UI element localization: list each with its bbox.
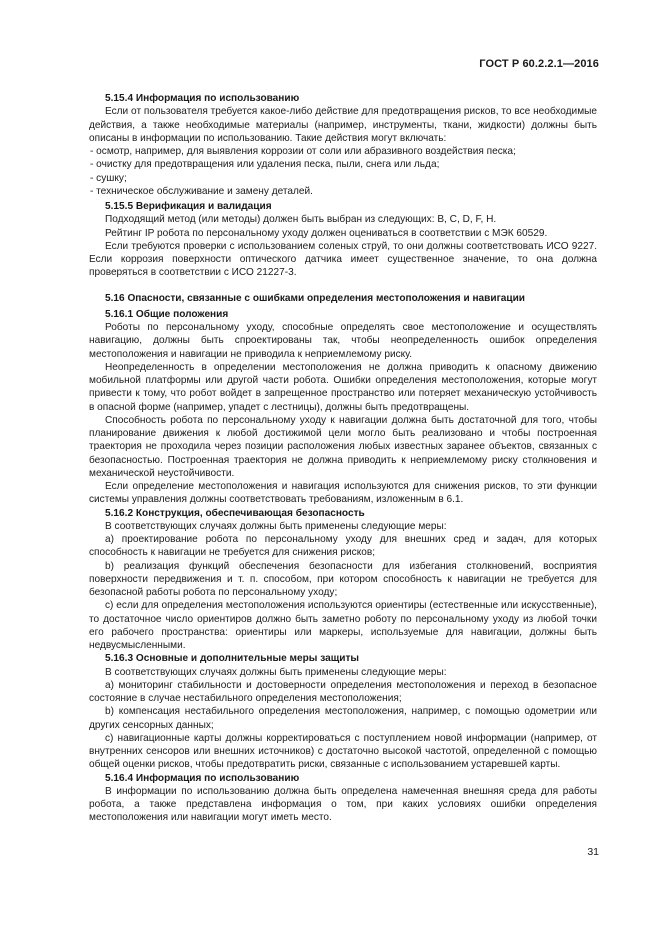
list-item: b) реализация функций обеспечения безопасности для избегания столкновений, восприятия поверхности передвижения и т. п. способом, при котором способность к навигации не требуется для безопасной работы робота по персональному уходу; — [89, 560, 597, 598]
paragraph: В соответствующих случаях должны быть применены следующие меры: — [105, 520, 447, 532]
paragraph: Рейтинг IP робота по персональному уходу должен оцениваться в соответствии с МЭК 60529. — [105, 227, 548, 239]
list-item: - очистку для предотвращения или удаления песка, пыли, снега или льда; — [89, 158, 597, 171]
section-5-15-4-intro: Если от пользователя требуется какое-либо действие для предотвращения рисков, то все необходимые действия, а также необходимые материалы (например, инструменты, ткани, жидкости) должны быть описаны в информации по использованию. Такие действия могут включать: — [89, 106, 597, 144]
paragraph: Если определение местоположения и навигация используются для снижения рисков, то эти функции системы управления должны соответствовать требованиям, изложенным в 6.1. — [89, 481, 597, 506]
document-code: ГОСТ Р 60.2.2.1—2016 — [479, 58, 599, 70]
section-5-15-5-title: 5.15.5 Верификация и валидация — [105, 201, 272, 212]
paragraph: Подходящий метод (или методы) должен быть выбран из следующих: B, C, D, F, H. — [105, 214, 497, 226]
paragraph: Если требуются проверки с использованием соленых струй, то они должны соответствовать ИСО 9227. Если коррозия поверхности оптического датчика имеет существенное значение, то она должна проверяться в соответствии с ИСО 21227-3. — [89, 240, 597, 279]
list-item: b) компенсация нестабильного определения местоположения, например, с помощью одометрии или других сенсорных данных; — [89, 706, 597, 731]
paragraph: Неопределенность в определении местоположения не должна приводить к опасному движению мобильной платформы или другой части робота. Ошибки определения местоположения, которые могут привести к тому, что робот войдет в запрещенное пространство или потеряет механическую устойчивость в опасной форме (например, упадет с лестницы), должны быть предотвращены. — [89, 361, 597, 413]
list-item: с) если для определения местоположения используются ориентиры (естественные или искусственные), то достаточное число ориентиров должно быть заметно роботу по персональному уходу из любой точки его рабочего пространства: ориентиры или маркеры, используемые для навигации, должны быть недвусмысленными. — [89, 600, 597, 651]
section-5-16-3-title: 5.16.3 Основные и дополнительные меры защиты — [105, 653, 360, 665]
list-item: с) навигационные карты должны корректироваться с поступлением новой информации (например, от внутренних сенсоров или внешних источников) с достаточно высокой частотой, определенной с помощью общей оценки рисков, чтобы предотвратить риски, связанные с использованием устаревшей карты. — [89, 732, 597, 771]
actions-list — [89, 145, 597, 198]
list-item: а) мониторинг стабильности и достоверности определения местоположения и переход в безопасное состояние в случае нестабильного определения местоположения; — [89, 679, 597, 704]
section-5-16-4-title: 5.16.4 Информация по использованию — [105, 772, 300, 784]
paragraph: Роботы по персональному уходу, способные определять свое местоположение и осуществлять навигацию, должны быть спроектированы так, чтобы неопределенность ошибок определения местоположения и навигации не приводила к неприемлемому риску. — [89, 322, 597, 360]
paragraph: Способность робота по персональному уходу к навигации должна быть достаточной для того, чтобы планирование движения к любой достижимой цели могло быть реализовано и чтобы построенная траектория не проходила через позиции расположения любых известных заранее объектов, связанных с безопасностью. Построенная траектория не должна приводить к неприемлемому риску столкновения и механической неустойчивости. — [89, 414, 597, 479]
paragraph: В информации по использованию должна быть определена намеченная внешняя среда для работы робота, а также представлена информация о том, при каких условиях ошибки определения местоположения или навигации могут иметь место. — [89, 785, 597, 824]
section-5-16-1-title: 5.16.1 Общие положения — [105, 308, 229, 320]
section-5-16-2-title: 5.16.2 Конструкция, обеспечивающая безопасность — [105, 507, 365, 519]
list-item: - сушку; — [89, 172, 597, 185]
section-5-15-4-title: 5.15.4 Информация по использованию — [105, 93, 300, 104]
list-item: - техническое обслуживание и замену деталей. — [89, 185, 597, 198]
paragraph: В соответствующих случаях должны быть применены следующие меры: — [105, 666, 447, 678]
list-item: а) проектирование робота по персональному уходу для внешних сред и задач, для которых способность к навигации не требуется для снижения рисков; — [89, 534, 597, 559]
page-content — [89, 92, 597, 825]
page-number: 31 — [587, 846, 599, 858]
list-item: - осмотр, например, для выявления коррозии от соли или абразивного воздействия песка; — [89, 145, 597, 158]
section-5-16-title: 5.16 Опасности, связанные с ошибками определения местоположения и навигации — [105, 292, 526, 304]
